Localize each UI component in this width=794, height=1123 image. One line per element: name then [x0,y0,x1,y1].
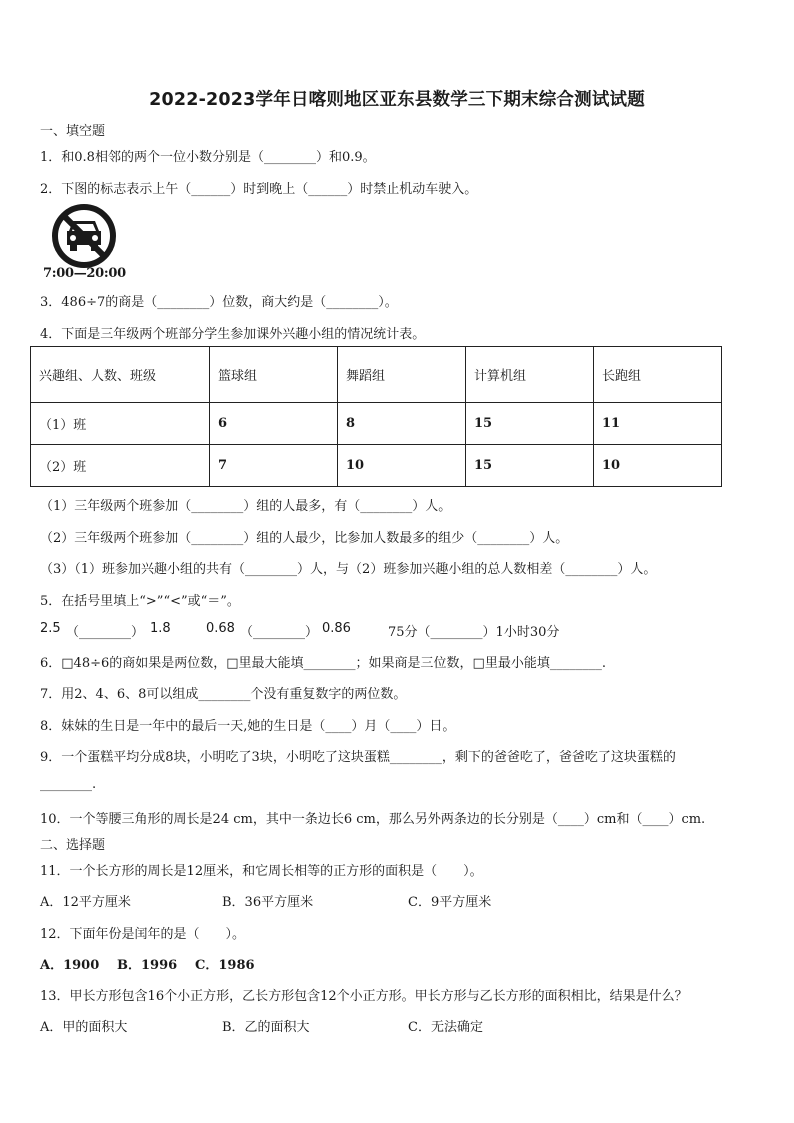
question-4: 4．下面是三年级两个班部分学生参加课外兴趣小组的情况统计表。 [40,327,426,342]
question-5-comparisons [0,621,794,639]
question-1: 1．和0.8相邻的两个一位小数分别是（________）和0.9。 [40,150,376,165]
table-cell: 7 [210,445,338,487]
table-header-row [31,347,722,403]
table-cell: 8 [338,403,466,445]
option-b[interactable]: B．乙的面积大 [222,1020,310,1035]
option-b[interactable]: B．1996 [117,958,178,973]
stats-table [30,346,722,487]
question-10: 10．一个等腰三角形的周长是24 cm，其中一条边长6 cm，那么另外两条边的长分别是（____）cm和（____）cm. [40,812,706,827]
table-cell: 10 [594,445,722,487]
table-cell: 15 [466,403,594,445]
table-cell: （1）班 [31,403,210,445]
sign-time-label: 7:00—20:00 [43,266,126,281]
option-a[interactable]: A．1900 [40,958,100,973]
compare-a-blank: （________） [66,625,145,640]
option-c[interactable]: C．1986 [195,958,255,973]
question-7: 7．用2、4、6、8可以组成________个没有重复数字的两位数。 [40,687,407,702]
table-cell: 11 [594,403,722,445]
table-row [31,403,722,445]
question-12: 12．下面年份是闰年的是（ ）。 [40,927,246,942]
question-4-part-3: （3）（1）班参加兴趣小组的共有（________）人，与（2）班参加兴趣小组的总人数相差（________）人。 [40,562,657,577]
table-header-cell: 计算机组 [466,347,594,403]
question-6: 6．□48÷6的商如果是两位数，□里最大能填________；如果商是三位数，□里最小能填________. [40,656,606,671]
option-c[interactable]: C．无法确定 [408,1020,483,1035]
question-12-options [0,954,794,972]
question-13-options [0,1016,794,1034]
table-cell: 6 [210,403,338,445]
question-3: 3．486÷7的商是（________）位数，商大约是（________）。 [40,295,398,310]
question-9-continued: ________. [40,777,97,792]
question-13: 13．甲长方形包含16个小正方形，乙长方形包含12个小正方形。甲长方形与乙长方形的面积相比，结果是什么？ [40,989,688,1004]
question-4-part-2: （2）三年级两个班参加（________）组的人最少，比参加人数最多的组少（________）人。 [40,531,569,546]
question-2: 2．下图的标志表示上午（______）时到晚上（______）时禁止机动车驶入。 [40,182,478,197]
table-cell: 15 [466,445,594,487]
question-5: 5．在括号里填上“>”“<”或“＝”。 [40,594,240,609]
table-row [31,445,722,487]
compare-b-right: 0.86 [322,621,351,636]
option-c[interactable]: C．9平方厘米 [408,895,492,910]
question-11: 11．一个长方形的周长是12厘米，和它周长相等的正方形的面积是（ ）。 [40,864,483,879]
table-header-cell: 舞蹈组 [338,347,466,403]
page-title: 2022-2023学年日喀则地区亚东县数学三下期末综合测试试题 [149,90,645,110]
option-a[interactable]: A．甲的面积大 [40,1020,128,1035]
compare-b-blank: （________） [240,625,319,640]
no-motor-vehicles-icon [52,204,116,268]
option-a[interactable]: A．12平方厘米 [40,895,131,910]
section-fill-in-header: 一、填空题 [40,124,106,139]
question-9: 9．一个蛋糕平均分成8块，小明吃了3块，小明吃了这块蛋糕________，剩下的爸爸吃了，爸爸吃了这块蛋糕的 [40,750,676,765]
compare-b-left: 0.68 [206,621,235,636]
section-choice-header: 二、选择题 [40,838,106,853]
compare-a-right: 1.8 [150,621,171,636]
question-11-options [0,891,794,909]
compare-c: 75分（________）1小时30分 [388,625,560,640]
table-cell: 10 [338,445,466,487]
table-cell: （2）班 [31,445,210,487]
table-header-cell: 长跑组 [594,347,722,403]
question-8: 8．妹妹的生日是一年中的最后一天,她的生日是（____）月（____）日。 [40,719,456,734]
option-b[interactable]: B．36平方厘米 [222,895,314,910]
question-4-part-1: （1）三年级两个班参加（________）组的人最多，有（________）人。 [40,499,452,514]
table-header-cell: 篮球组 [210,347,338,403]
compare-a-left: 2.5 [40,621,61,636]
table-header-cell: 兴趣组、人数、班级 [31,347,210,403]
